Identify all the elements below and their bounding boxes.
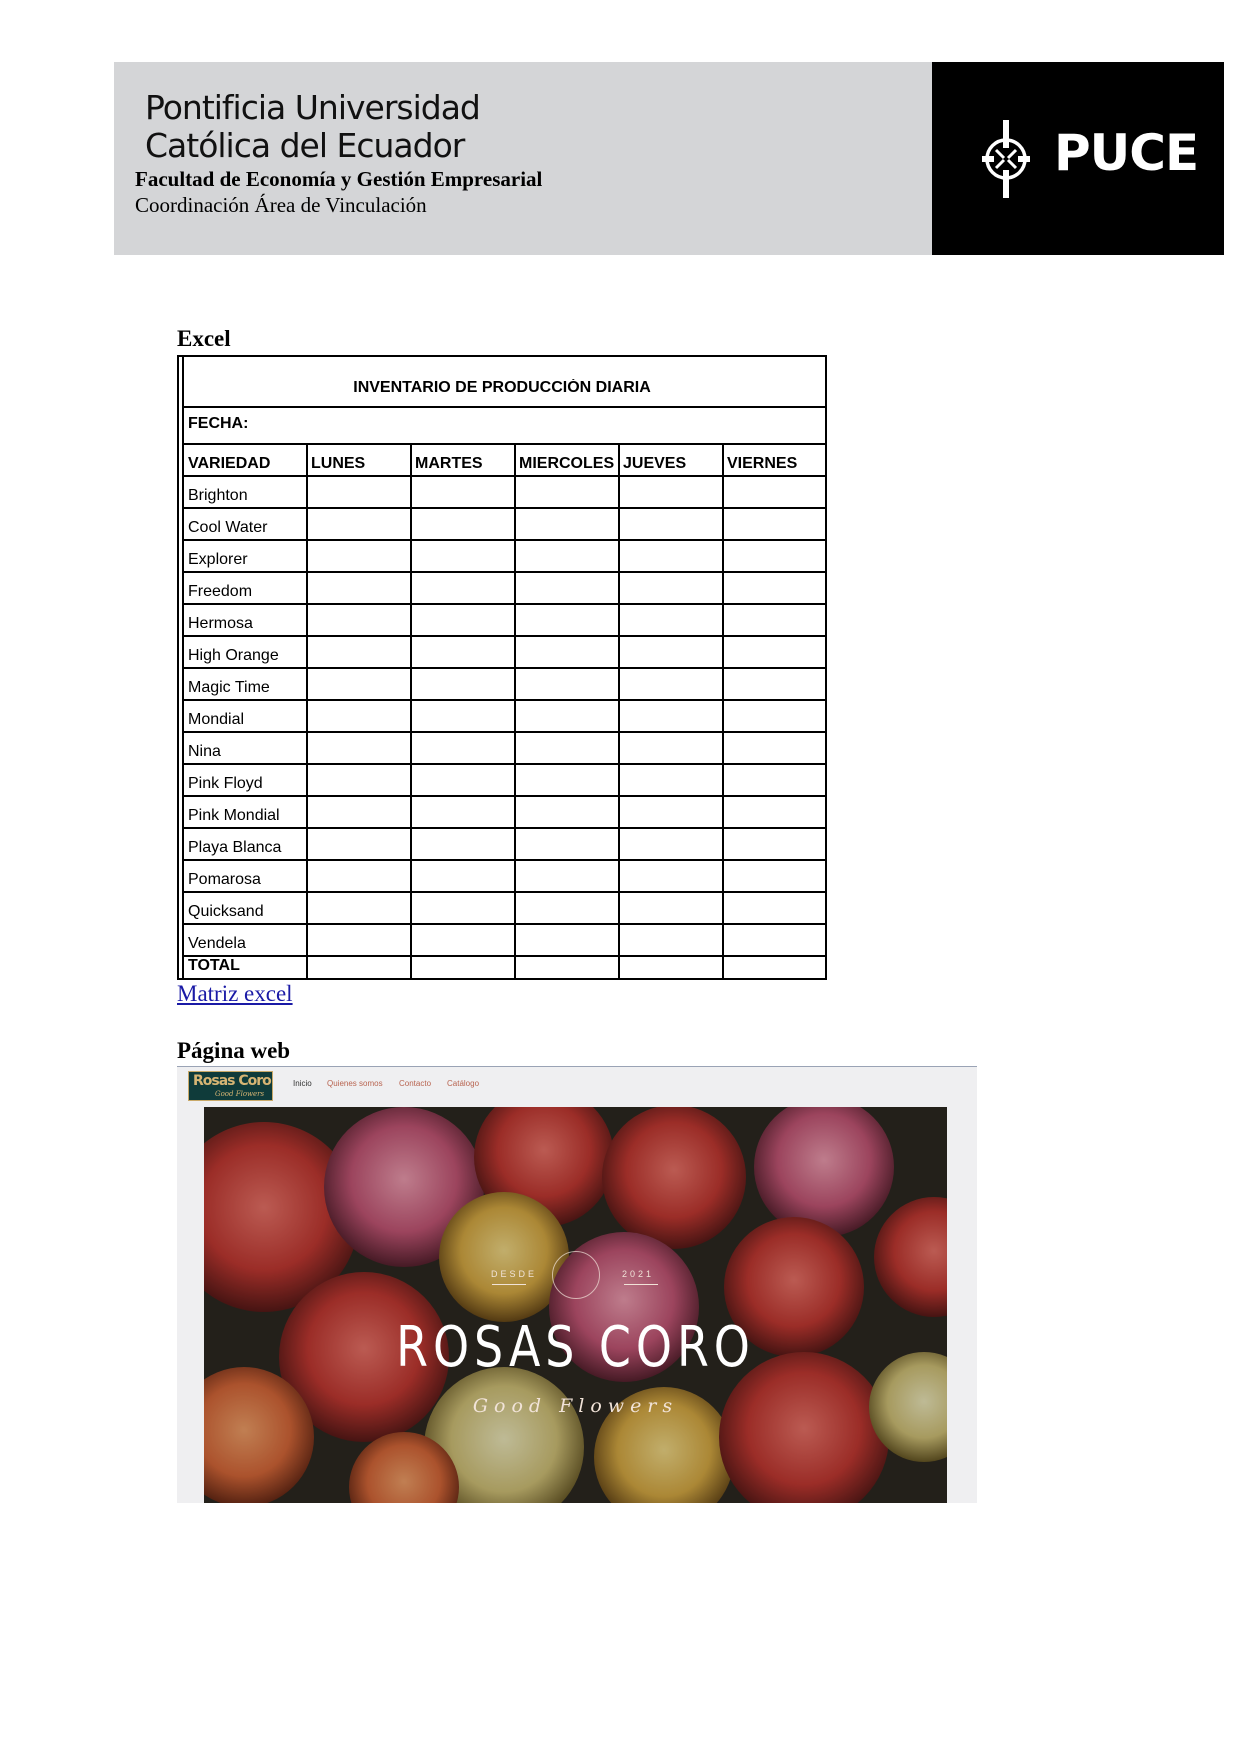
data-cell[interactable]: [618, 891, 722, 923]
data-cell[interactable]: [410, 571, 514, 603]
total-cell[interactable]: [306, 955, 410, 978]
data-cell[interactable]: [722, 635, 825, 667]
data-cell[interactable]: [410, 731, 514, 763]
data-cell[interactable]: [618, 539, 722, 571]
variety-cell: Pink Mondial: [188, 807, 280, 824]
data-cell[interactable]: [514, 827, 618, 859]
data-cell[interactable]: [722, 923, 825, 955]
total-cell[interactable]: [410, 955, 514, 978]
data-cell[interactable]: [410, 859, 514, 891]
hero-title: ROSAS CORO: [396, 1315, 755, 1380]
data-cell[interactable]: [410, 539, 514, 571]
variety-cell: Playa Blanca: [188, 839, 282, 856]
column-divider: [410, 443, 412, 978]
variety-cell: High Orange: [188, 647, 279, 664]
variety-cell: Pomarosa: [188, 871, 261, 888]
variety-cell: Mondial: [188, 711, 245, 728]
data-cell[interactable]: [410, 795, 514, 827]
data-cell[interactable]: [618, 859, 722, 891]
data-cell[interactable]: [306, 507, 410, 539]
data-cell[interactable]: [722, 891, 825, 923]
column-header-variedad: VARIEDAD: [188, 455, 271, 472]
data-cell[interactable]: [410, 635, 514, 667]
variety-cell: Pink Floyd: [188, 775, 263, 792]
data-cell[interactable]: [514, 475, 618, 507]
hero-since-label: DESDE: [491, 1269, 538, 1279]
data-cell[interactable]: [306, 699, 410, 731]
variety-cell: Cool Water: [188, 519, 268, 536]
data-cell[interactable]: [618, 795, 722, 827]
site-logo-subtitle: Good Flowers: [215, 1090, 265, 1098]
data-cell[interactable]: [410, 763, 514, 795]
site-logo[interactable]: [188, 1071, 273, 1101]
data-cell[interactable]: [410, 827, 514, 859]
hero-rule-left: [492, 1284, 526, 1285]
total-cell[interactable]: [618, 955, 722, 978]
data-cell[interactable]: [410, 507, 514, 539]
column-divider: [514, 443, 516, 978]
puce-emblem-icon: [982, 118, 1030, 200]
data-cell[interactable]: [306, 891, 410, 923]
data-cell[interactable]: [722, 539, 825, 571]
data-cell[interactable]: [306, 667, 410, 699]
data-cell[interactable]: [618, 571, 722, 603]
data-cell[interactable]: [514, 539, 618, 571]
variety-cell: Magic Time: [188, 679, 270, 696]
nav-contacto[interactable]: Contacto: [399, 1079, 432, 1088]
site-logo-title: Rosas Coro: [193, 1073, 271, 1089]
variety-cell: Vendela: [188, 935, 246, 952]
hero-subtitle: Good Flowers: [472, 1395, 679, 1417]
data-cell[interactable]: [306, 475, 410, 507]
total-label: TOTAL: [188, 956, 240, 974]
column-header-martes: MARTES: [415, 455, 483, 472]
website-screenshot: [177, 1066, 977, 1503]
column-header-jueves: JUEVES: [623, 455, 687, 472]
data-cell[interactable]: [306, 539, 410, 571]
variety-cell: Brighton: [188, 487, 248, 504]
puce-logo-text: PUCE: [1054, 124, 1199, 182]
coordination-name: Coordinación Área de Vinculación: [135, 193, 427, 217]
inventory-spreadsheet: [177, 355, 827, 980]
data-cell[interactable]: [722, 795, 825, 827]
data-cell[interactable]: [306, 859, 410, 891]
data-cell[interactable]: [722, 859, 825, 891]
total-cell[interactable]: [722, 955, 825, 978]
web-heading: Página web: [177, 1038, 291, 1063]
data-cell[interactable]: [722, 763, 825, 795]
data-cell[interactable]: [722, 731, 825, 763]
university-name-line1: Pontificia Universidad: [145, 88, 480, 127]
data-cell[interactable]: [410, 699, 514, 731]
data-cell[interactable]: [410, 603, 514, 635]
data-cell[interactable]: [306, 763, 410, 795]
excel-heading: Excel: [177, 326, 231, 351]
data-cell[interactable]: [410, 923, 514, 955]
data-cell[interactable]: [722, 827, 825, 859]
data-cell[interactable]: [514, 731, 618, 763]
variety-cell: Hermosa: [188, 615, 253, 632]
data-cell[interactable]: [722, 667, 825, 699]
data-cell[interactable]: [306, 635, 410, 667]
data-cell[interactable]: [618, 827, 722, 859]
column-header-miercoles: MIERCOLES: [519, 455, 615, 472]
data-cell[interactable]: [618, 635, 722, 667]
data-cell[interactable]: [514, 763, 618, 795]
roses-background-image: [204, 1107, 947, 1503]
data-cell[interactable]: [306, 923, 410, 955]
column-divider: [722, 443, 724, 978]
data-cell[interactable]: [410, 667, 514, 699]
column-divider: [618, 443, 620, 978]
data-cell[interactable]: [722, 507, 825, 539]
data-cell[interactable]: [514, 859, 618, 891]
variety-cell: Freedom: [188, 583, 253, 600]
column-divider: [306, 443, 308, 978]
data-cell[interactable]: [306, 571, 410, 603]
data-cell[interactable]: [722, 571, 825, 603]
hero-year-label: 2021: [622, 1269, 655, 1279]
data-cell[interactable]: [514, 635, 618, 667]
column-header-lunes: LUNES: [311, 455, 366, 472]
data-cell[interactable]: [514, 603, 618, 635]
data-cell[interactable]: [514, 795, 618, 827]
data-cell[interactable]: [514, 507, 618, 539]
data-cell[interactable]: [514, 699, 618, 731]
data-cell[interactable]: [618, 603, 722, 635]
variety-cell: Explorer: [188, 551, 248, 568]
nav-quienes-somos[interactable]: Quienes somos: [327, 1079, 383, 1088]
data-cell[interactable]: [618, 699, 722, 731]
data-cell[interactable]: [306, 731, 410, 763]
hero-banner: [204, 1107, 947, 1503]
data-cell[interactable]: [722, 603, 825, 635]
data-cell[interactable]: [410, 891, 514, 923]
data-cell[interactable]: [306, 827, 410, 859]
data-cell[interactable]: [306, 603, 410, 635]
data-cell[interactable]: [618, 507, 722, 539]
data-cell[interactable]: [514, 891, 618, 923]
data-cell[interactable]: [306, 795, 410, 827]
nav-catalogo[interactable]: Catálogo: [447, 1079, 480, 1088]
sheet-title: INVENTARIO DE PRODUCCIÓN DIARIA: [353, 379, 651, 396]
data-cell[interactable]: [618, 923, 722, 955]
total-cell[interactable]: [514, 955, 618, 978]
date-label: FECHA:: [188, 415, 249, 432]
data-cell[interactable]: [722, 475, 825, 507]
variety-cell: Quicksand: [188, 903, 264, 920]
nav-inicio[interactable]: Inicio: [293, 1079, 312, 1088]
faculty-name: Facultad de Economía y Gestión Empresarial: [135, 167, 543, 191]
variety-cell: Nina: [188, 743, 221, 760]
data-cell[interactable]: [514, 571, 618, 603]
university-name-line2: Católica del Ecuador: [145, 126, 465, 165]
hero-rule-right: [624, 1284, 658, 1285]
data-cell[interactable]: [618, 667, 722, 699]
data-cell[interactable]: [722, 699, 825, 731]
data-cell[interactable]: [514, 667, 618, 699]
hero-emblem-icon: [552, 1251, 600, 1299]
data-cell[interactable]: [618, 763, 722, 795]
data-cell[interactable]: [618, 475, 722, 507]
data-cell[interactable]: [410, 475, 514, 507]
data-cell[interactable]: [514, 923, 618, 955]
column-header-viernes: VIERNES: [727, 455, 798, 472]
data-cell[interactable]: [618, 731, 722, 763]
excel-matrix-link[interactable]: Matriz excel: [177, 981, 293, 1006]
